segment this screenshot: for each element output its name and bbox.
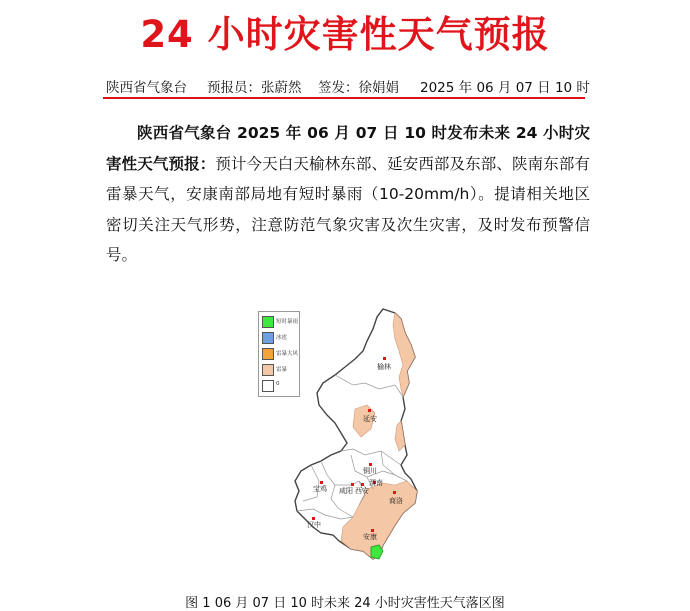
legend-item-thunder xyxy=(262,364,298,376)
legend-item-hail xyxy=(262,332,298,344)
legend-label: 短时暴雨 xyxy=(276,319,299,325)
meta-line xyxy=(106,76,590,96)
legend-swatch xyxy=(262,316,274,328)
legend-swatch xyxy=(262,348,274,360)
legend-label: 冰雹 xyxy=(276,335,288,341)
city-label-xianyang: 咸阳 xyxy=(339,487,353,495)
forecast-lead: 陕西省气象台 2025 年 06 月 07 日 10 时发布未来 24 小时灾害性天气预报： xyxy=(106,124,590,173)
legend-swatch xyxy=(262,332,274,344)
issue-datetime: 2025 年 06 月 07 日 10 时 xyxy=(420,80,590,96)
figure-caption: 图 1 06 月 07 日 10 时未来 24 小时灾害性天气落区图 xyxy=(185,596,505,611)
header-divider xyxy=(103,97,585,99)
issuer: 签发：徐娟娟 xyxy=(318,80,399,96)
forecast-paragraph xyxy=(106,118,590,271)
legend-label: 0 xyxy=(276,381,280,387)
legend-label: 雷暴 xyxy=(276,367,288,373)
city-label-shangluo: 商洛 xyxy=(389,497,403,505)
city-label-weinan: 渭南 xyxy=(369,479,383,487)
city-label-yanan: 延安 xyxy=(363,415,377,423)
city-label-xian: 西安 xyxy=(355,487,369,495)
legend-item-thunder-wind xyxy=(262,348,298,360)
agency-name: 陕西省气象台 xyxy=(106,80,187,96)
city-label-tongchuan: 铜川 xyxy=(363,467,377,475)
legend-item-none xyxy=(262,380,298,392)
city-label-ankang: 安康 xyxy=(363,533,377,541)
page-title: 24 小时灾害性天气预报 xyxy=(140,13,550,56)
city-label-baoji: 宝鸡 xyxy=(313,485,327,493)
city-label-yulin: 榆林 xyxy=(377,363,391,371)
legend-item-heavy-rain xyxy=(262,316,298,328)
legend-swatch xyxy=(262,380,274,392)
map-legend xyxy=(258,311,300,397)
forecast-text: 预计今天白天榆林东部、延安西部及东部、陕南东部有雷暴天气，安康南部局地有短时暴雨（10-20mm/h）。提请相关地区密切关注天气形势，注意防范气象灾害及次生灾害，及时发布预警信号。 xyxy=(106,154,590,264)
legend-swatch xyxy=(262,364,274,376)
legend-label: 雷暴大风 xyxy=(276,351,299,357)
city-label-hanzhong: 汉中 xyxy=(307,521,321,529)
forecaster: 预报员：张蔚然 xyxy=(207,80,302,96)
